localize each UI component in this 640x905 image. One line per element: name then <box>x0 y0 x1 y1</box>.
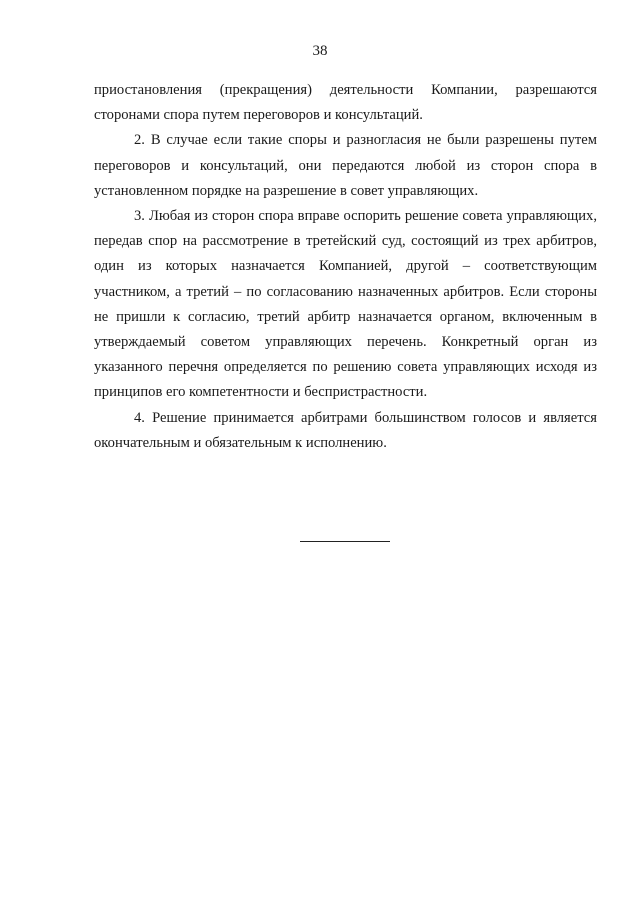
paragraph-4: 4. Решение принимается арбитрами большинством голосов и является окончательным и обязательным к исполнению. <box>94 409 597 451</box>
page-number: 38 <box>312 43 328 59</box>
paragraph-continuation: приостановления (прекращения) деятельности Компании, разрешаются сторонами спора путем переговоров и консультаций. <box>94 82 597 124</box>
paragraph-3: 3. Любая из сторон спора вправе оспорить решение совета управляющих, передав спор на рассмотрение в третейский суд, состоящий из трех арбитров, один из которых назначается Компанией, другой – соответствующим участником, а третий – по согласованию назначенных арбитров. Если стороны не пришли к согласию, третий арбитр назначается органом, включенным в утверждаемый советом управляющих перечень. Конкретный орган из указанного перечня определяется по решению совета управляющих исходя из принципов его компетентности и беспристрастности. <box>94 208 597 401</box>
paragraph-2: 2. В случае если такие споры и разногласия не были разрешены путем переговоров и консультаций, они передаются любой из сторон спора в установленном порядке на разрешение в совет управляющих. <box>94 132 597 199</box>
document-body <box>94 78 597 456</box>
end-divider-line <box>300 541 390 542</box>
